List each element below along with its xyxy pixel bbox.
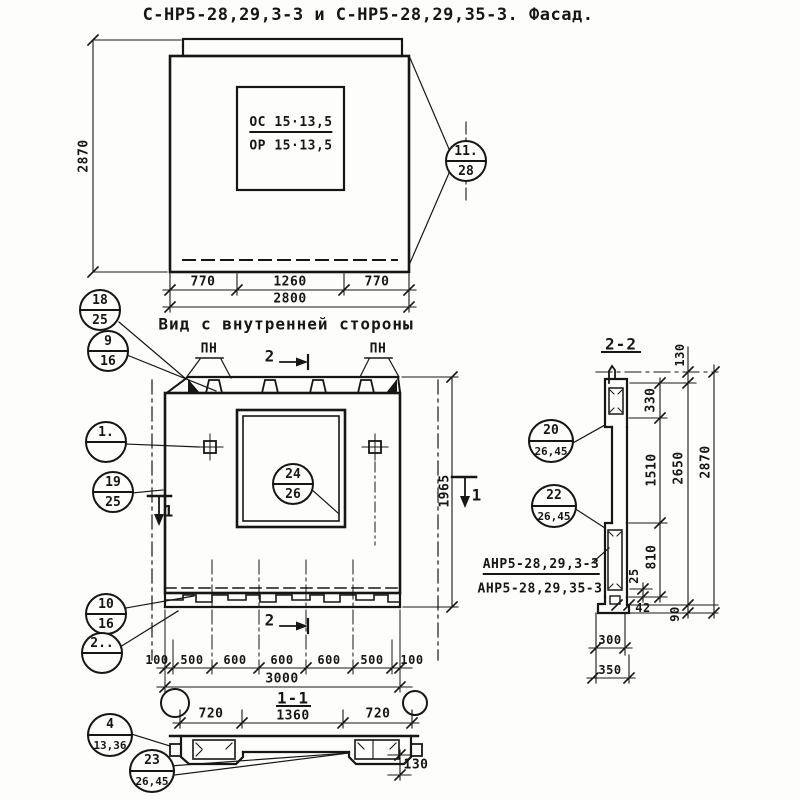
s22-dim-330: 330 xyxy=(643,387,659,413)
pn-mark-left: ПН xyxy=(200,341,218,357)
lifting-loop-circle-left xyxy=(161,689,189,717)
callout-4-1336: 4 13,36 xyxy=(87,713,133,757)
s11-dim-right: 720 xyxy=(365,706,391,722)
section-1-mark-left: 1 xyxy=(163,501,175,521)
s11-dim-left: 720 xyxy=(198,706,224,722)
embed-plate-right xyxy=(362,434,388,545)
s22-dim-25: 25 xyxy=(627,568,641,584)
facade-view-linework xyxy=(88,35,466,312)
inner-dim-total: 3000 xyxy=(265,671,299,687)
inner-dim-100b: 100 xyxy=(400,653,424,667)
inner-dim-600a: 600 xyxy=(223,653,247,667)
section-2-mark-bottom: 2 xyxy=(264,610,276,630)
facade-dim-left: 770 xyxy=(190,274,216,290)
inner-dim-500b: 500 xyxy=(360,653,384,667)
section-1-1-title: 1-1 xyxy=(277,688,309,708)
window-mark-bottom: ОР 15·13,5 xyxy=(249,138,333,154)
sheet-callout-icon: 11. 28 xyxy=(445,140,487,182)
inner-height-dim: 1965 xyxy=(437,474,453,508)
lifting-loop-circle-right xyxy=(403,691,427,715)
inner-dim-500a: 500 xyxy=(180,653,204,667)
s22-dim-810: 810 xyxy=(644,544,660,570)
callout-18-25: 18 25 xyxy=(79,289,121,331)
panel-label-top: АНР5-28,29,3-3 xyxy=(483,557,600,575)
s22-dim-300: 300 xyxy=(598,633,622,647)
s22-dim-130: 130 xyxy=(673,343,687,367)
callout-23-2645: 23 26,45 xyxy=(129,749,175,793)
pn-mark-right: ПН xyxy=(369,341,387,357)
inner-dim-100a: 100 xyxy=(145,653,169,667)
window-mark-top: ОС 15·13,5 xyxy=(249,115,332,133)
s11-dim-thickness: 130 xyxy=(403,757,429,773)
s22-dim-2650: 2650 xyxy=(671,451,687,485)
facade-height-dim: 2870 xyxy=(76,139,92,173)
callout-10-16: 10 16 xyxy=(85,593,127,635)
s22-dim-90: 90 xyxy=(668,606,682,622)
inner-dim-600b: 600 xyxy=(270,653,294,667)
s22-dim-2870: 2870 xyxy=(698,445,714,479)
section-2-mark-top: 2 xyxy=(264,346,276,366)
callout-pos-1: 1. xyxy=(85,421,127,463)
callout-20-2645: 20 26,45 xyxy=(528,419,574,463)
callout-19-25: 19 25 xyxy=(92,471,134,513)
panel-label-bottom: АНР5-28,29,35-3 xyxy=(477,581,603,597)
s22-dim-1510: 1510 xyxy=(644,453,660,487)
section-1-mark-right: 1 xyxy=(471,485,483,505)
inner-view-title: Вид с внутренней стороны xyxy=(158,314,414,334)
facade-dim-right: 770 xyxy=(364,274,390,290)
s22-dim-350: 350 xyxy=(598,663,622,677)
callout-9-16: 9 16 xyxy=(87,330,129,372)
s11-dim-mid: 1360 xyxy=(276,708,310,724)
embed-plate-left xyxy=(197,434,223,460)
s22-dim-42: 42 xyxy=(635,601,651,615)
section-2-2-title: 2-2 xyxy=(605,334,637,354)
facade-dim-mid: 1260 xyxy=(273,274,307,290)
inner-dim-600c: 600 xyxy=(317,653,341,667)
facade-dim-total: 2800 xyxy=(273,291,307,307)
callout-pos-2: 2.. xyxy=(81,632,123,674)
callout-22-2645: 22 26,45 xyxy=(531,484,577,528)
drawing-title: С-НР5-28,29,3-3 и С-НР5-28,29,35-3. Фасад. xyxy=(142,5,594,25)
callout-24-26: 24 26 xyxy=(272,463,314,505)
